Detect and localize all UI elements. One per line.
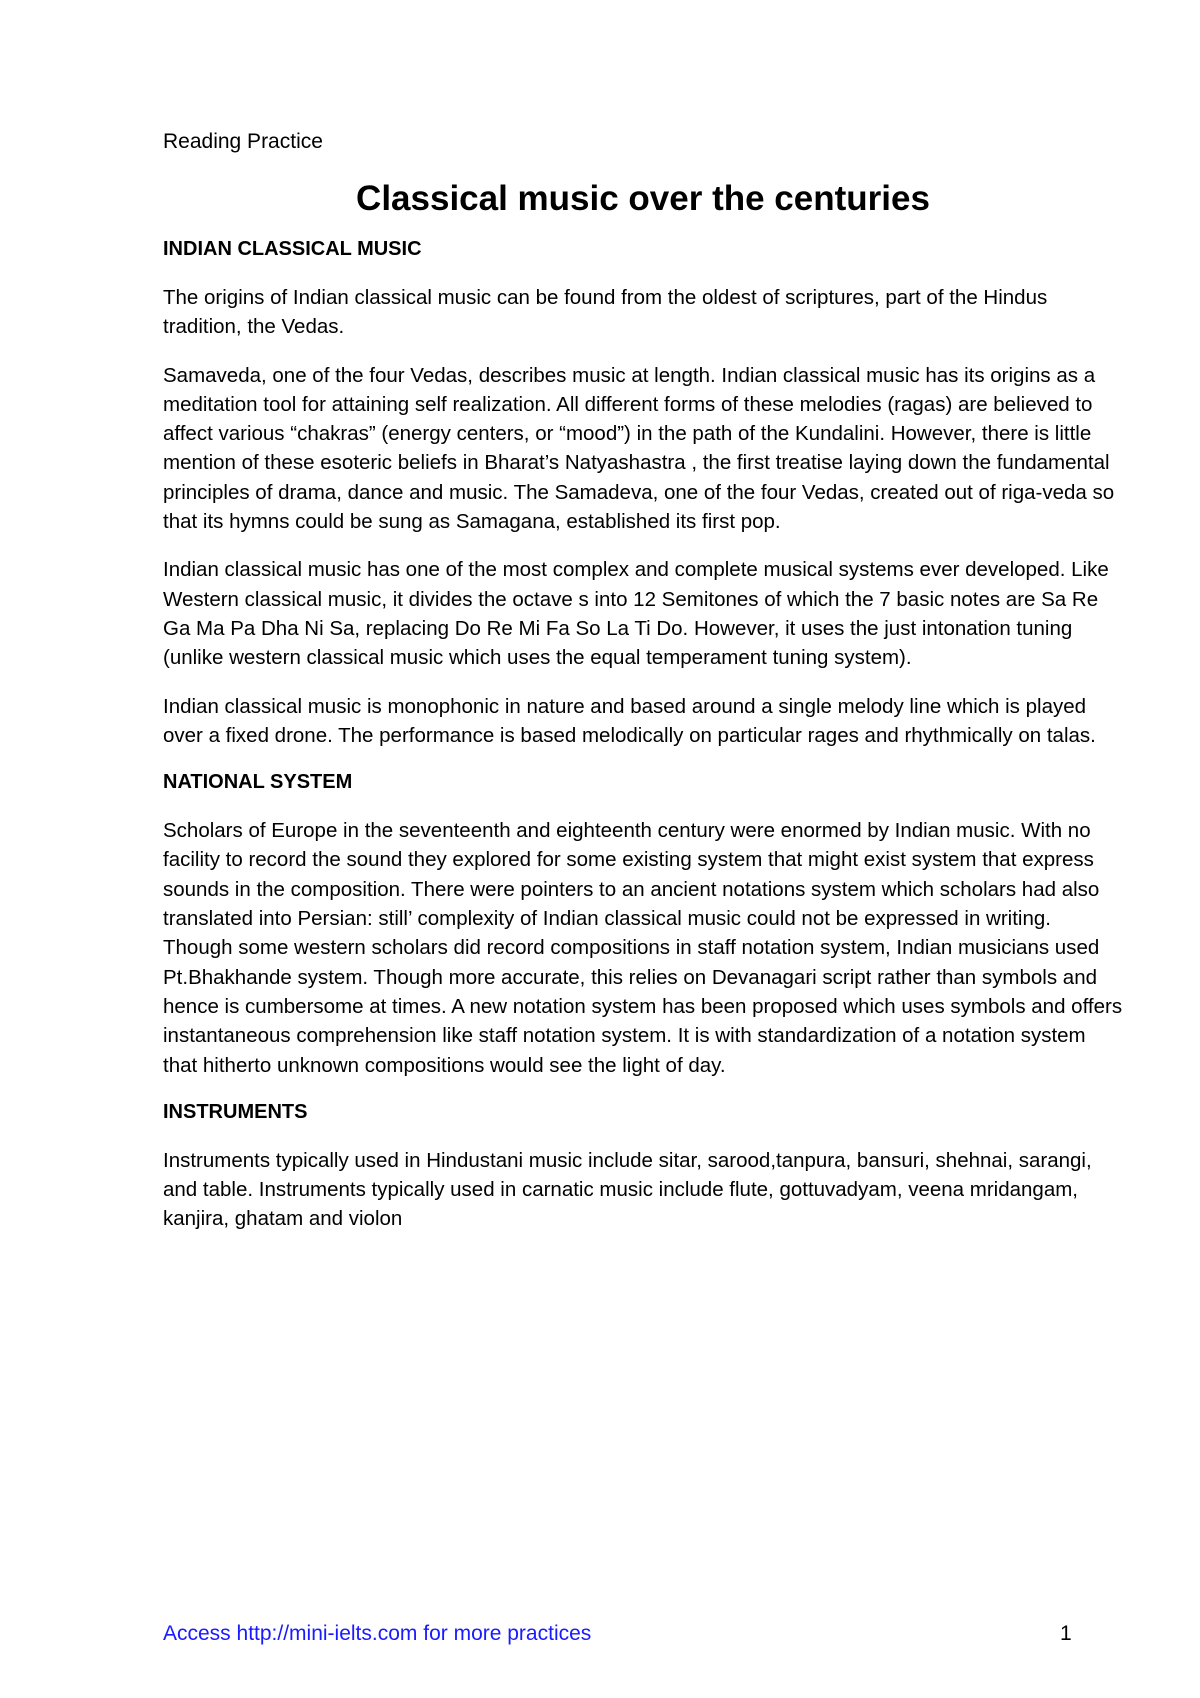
page-number: 1 <box>1060 1622 1072 1645</box>
paragraph: Indian classical music is monophonic in nature and based around a single melody line which is played over a fixed drone. The performance is based melodically on particular rages and rhythmically on talas. <box>163 694 1096 747</box>
section-heading-national-system: NATIONAL SYSTEM <box>163 771 353 794</box>
paragraph: Instruments typically used in Hindustani music include sitar, sarood,tanpura, bansuri, shehnai, sarangi, and table. Instruments typically used in carnatic music include flute, gottuvadyam, veena mridangam, kanjira, ghatam and violon <box>163 1148 1092 1231</box>
document-kicker: Reading Practice <box>163 130 323 153</box>
paragraph: Scholars of Europe in the seventeenth and eighteenth century were enormed by Indian music. With no facility to record the sound they explored for some existing system that might exist system that express sounds in the composition. There were pointers to an ancient notations system which scholars had also translated into Persian: still’ complexity of Indian classical music could not be expressed in writing. Though some western scholars did record compositions in staff notation system, Indian musicians used Pt.Bhakhande system. Though more accurate, this relies on Devanagari script rather than symbols and hence is cumbersome at times. A new notation system has been proposed which uses symbols and offers instantaneous comprehension like staff notation system. It is with standardization of a notation system that hitherto unknown compositions would see the light of day. <box>163 819 1123 1077</box>
paragraph: Samaveda, one of the four Vedas, describes music at length. Indian classical music has its origins as a meditation tool for attaining self realization. All different forms of these melodies (ragas) are believed to affect various “chakras” (energy centers, or “mood”) in the path of the Kundalini. However, there is little mention of these esoteric beliefs in Bharat’s Natyashastra , the first treatise laying down the fundamental principles of drama, dance and music. The Samadeva, one of the four Vedas, created out of riga-veda so that its hymns could be sung as Samagana, established its first pop. <box>163 363 1115 534</box>
footer-practice-link[interactable]: Access http://mini-ielts.com for more practices <box>163 1622 592 1645</box>
paragraph: The origins of Indian classical music can be found from the oldest of scriptures, part of the Hindus tradition, the Vedas. <box>163 286 1048 339</box>
paragraph: Indian classical music has one of the most complex and complete musical systems ever developed. Like Western classical music, it divides the octave s into 12 Semitones of which the 7 basic notes are Sa Re Ga Ma Pa Dha Ni Sa, replacing Do Re Mi Fa So La Ti Do. However, it uses the just intonation tuning (unlike western classical music which uses the equal temperament tuning system). <box>163 558 1109 670</box>
document-title: Classical music over the centuries <box>356 179 930 218</box>
section-heading-indian-classical-music: INDIAN CLASSICAL MUSIC <box>163 238 422 260</box>
section-heading-instruments: INSTRUMENTS <box>163 1100 308 1123</box>
document-body <box>163 128 1123 1234</box>
